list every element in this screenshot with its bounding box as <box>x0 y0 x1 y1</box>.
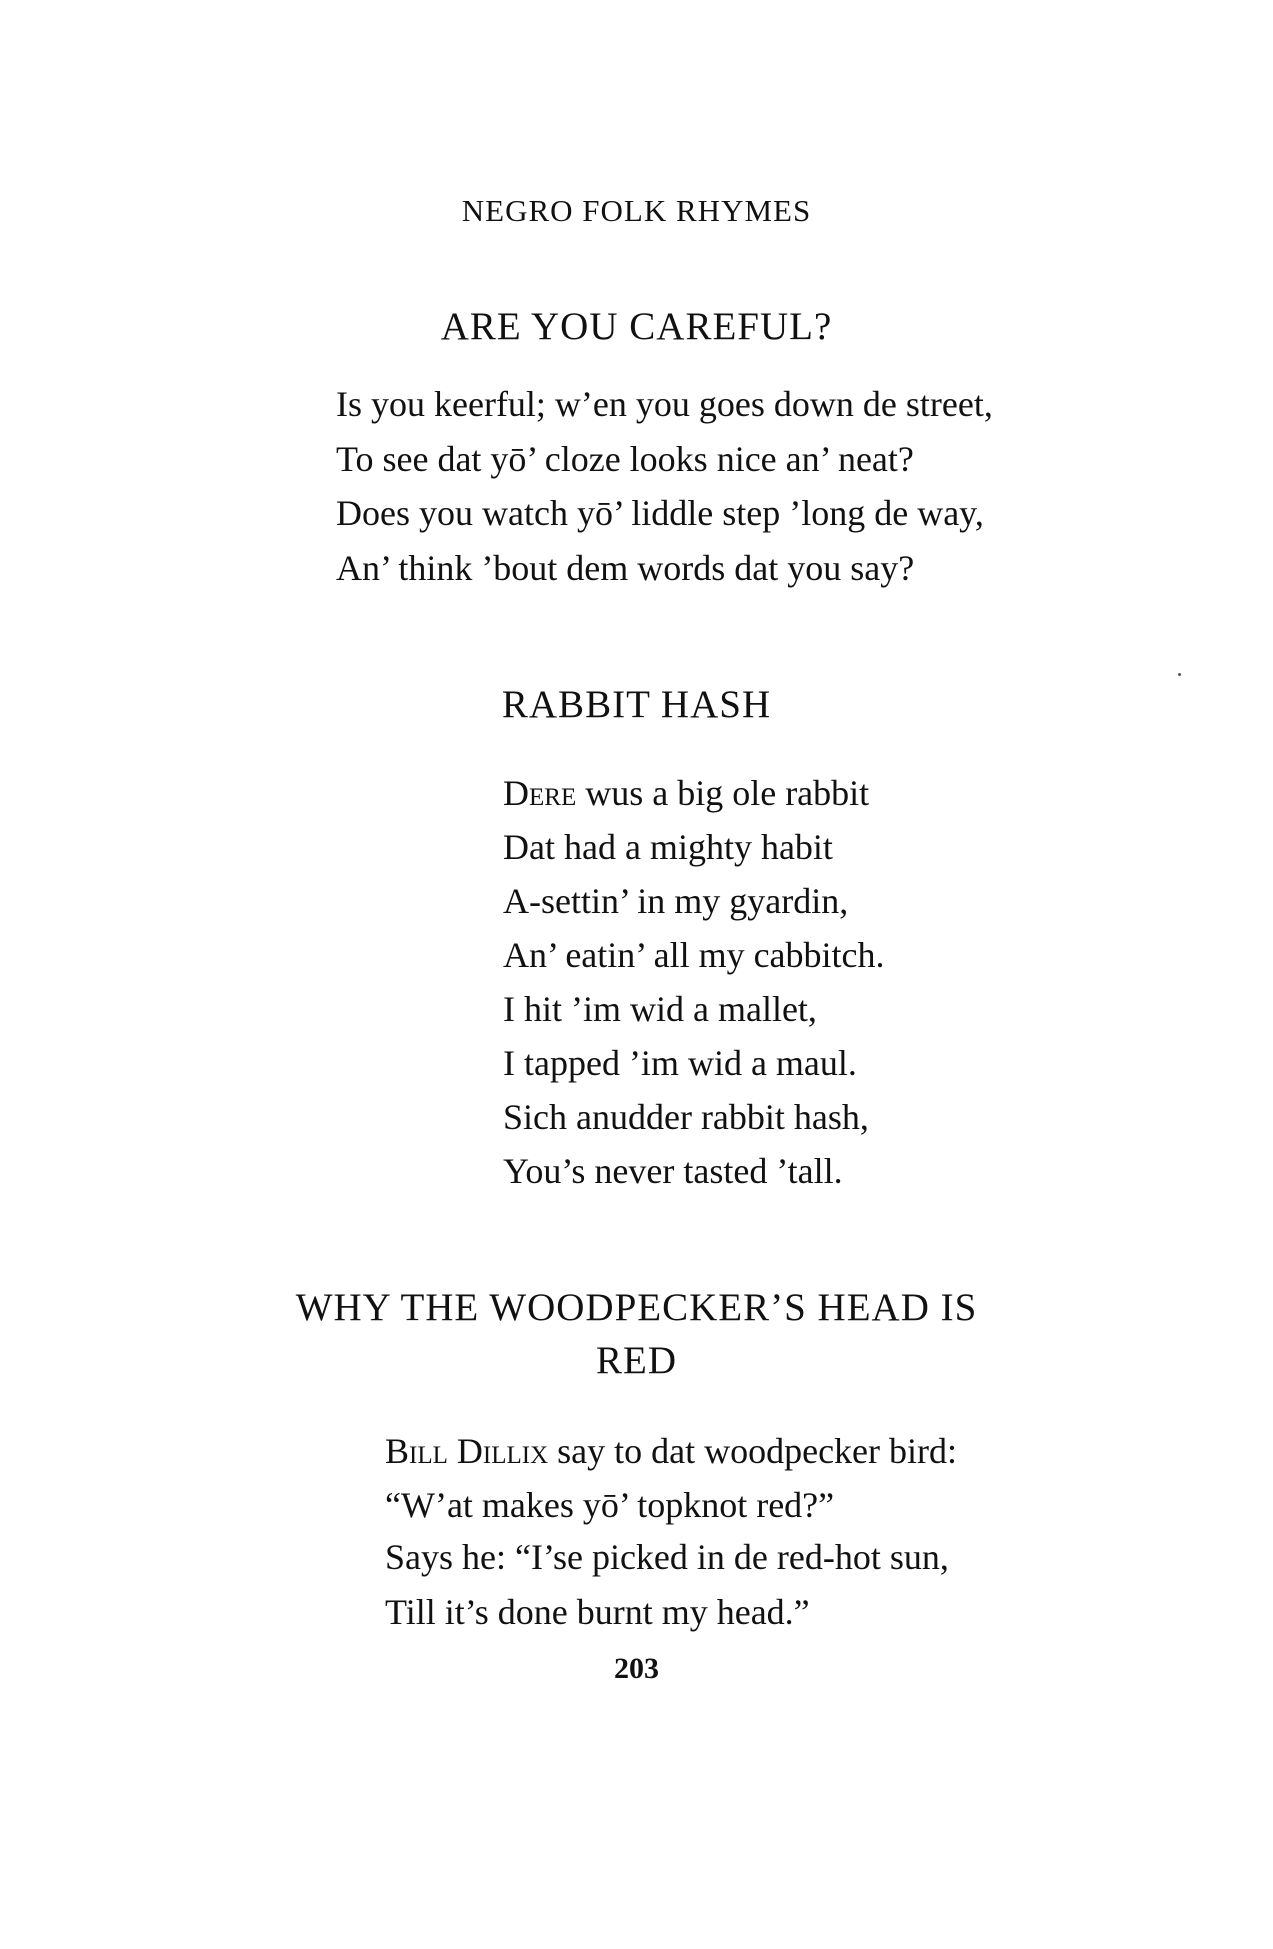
poem-title: WHY THE WOODPECKER’S HEAD IS <box>295 1286 978 1329</box>
speck <box>1178 673 1181 676</box>
poem-line: Says he: “I’se picked in de red-hot sun, <box>385 1537 949 1577</box>
poem-line: An’ think ’bout dem words dat you say? <box>336 548 915 588</box>
poem-line: Is you keerful; w’en you goes down de street, <box>336 384 993 424</box>
poem-line: An’ eatin’ all my cabbitch. <box>503 935 885 975</box>
poem-line: “W’at makes yō’ topknot red?” <box>385 1485 835 1525</box>
poem-line: You’s never tasted ’tall. <box>503 1151 843 1191</box>
first-word: Bill Dillix <box>385 1431 549 1471</box>
poem-title: RABBIT HASH <box>501 683 772 726</box>
poem-line: Till it’s done burnt my head.” <box>385 1592 810 1632</box>
poem-line: Does you watch yō’ liddle step ’long de way, <box>336 493 984 533</box>
running-header: NEGRO FOLK RHYMES <box>461 193 812 228</box>
poem-line: Dat had a mighty habit <box>503 827 833 867</box>
poem-line: Sich anudder rabbit hash, <box>503 1097 869 1137</box>
first-word: Dere <box>503 773 577 813</box>
poem-title-continued: RED <box>596 1339 677 1382</box>
first-line-rest: wus a big ole rabbit <box>576 773 870 813</box>
poem-line <box>503 766 869 820</box>
page-number: 203 <box>614 1652 659 1685</box>
poem-line: To see dat yō’ cloze looks nice an’ neat? <box>336 439 914 479</box>
poem-line: I tapped ’im wid a maul. <box>503 1043 857 1083</box>
poem-line <box>385 1424 957 1478</box>
first-line-rest: say to dat woodpecker bird: <box>548 1431 958 1471</box>
poem-line: I hit ’im wid a mallet, <box>503 989 817 1029</box>
poem-title: ARE YOU CAREFUL? <box>440 305 833 348</box>
poem-line: A-settin’ in my gyardin, <box>503 881 849 921</box>
